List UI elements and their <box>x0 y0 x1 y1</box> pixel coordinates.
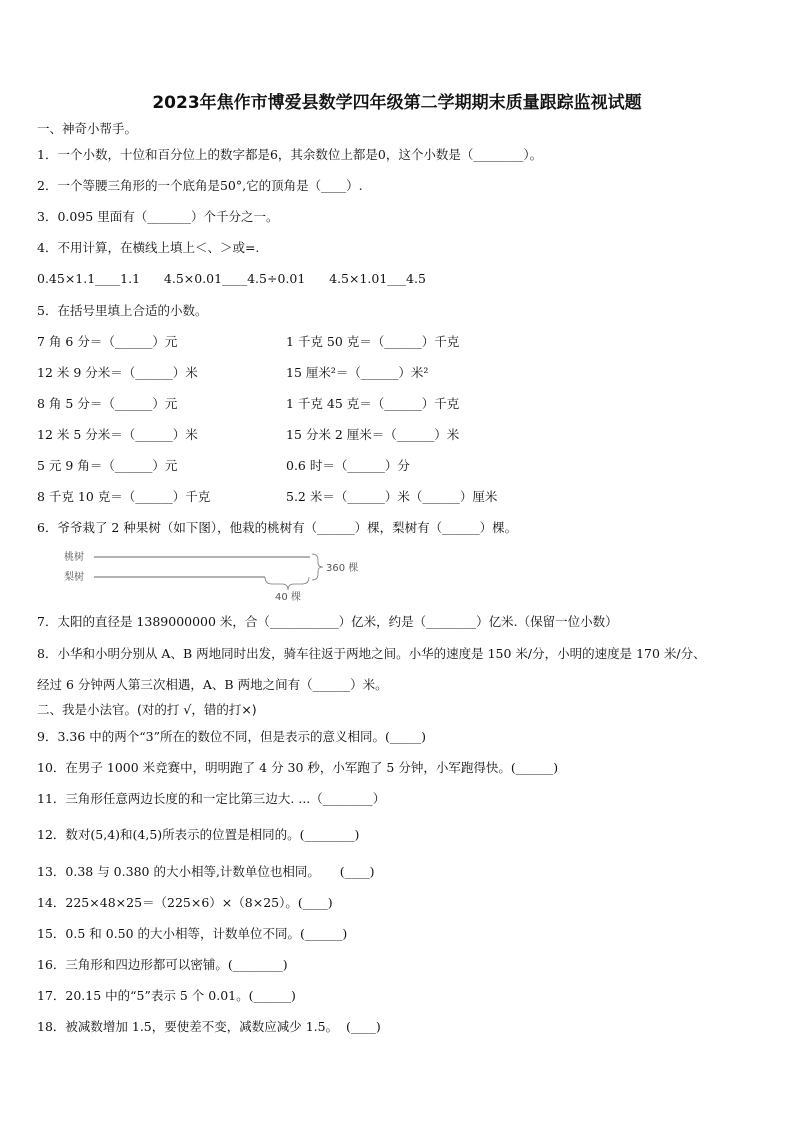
question-3: 3．0.095 里面有（_______）个千分之一。 <box>37 209 279 224</box>
question-18: 18．被减数增加 1.5，要使差不变，减数应减少 1.5。 (____) <box>37 1019 381 1034</box>
section-2-heading: 二、我是小法官。(对的打 √，错的打×) <box>37 702 257 717</box>
pear-label: 梨树 <box>64 572 84 583</box>
question-1: 1．一个小数，十位和百分位上的数字都是6，其余数位上都是0，这个小数是（________）。 <box>37 147 543 162</box>
question-11: 11．三角形任意两边长度的和一定比第三边大. ...（________） <box>37 791 386 806</box>
difference-brace <box>265 577 309 590</box>
total-brace <box>312 554 323 580</box>
question-8-line-2: 经过 6 分钟两人第三次相遇，A、B 两地之间有（______）米。 <box>37 677 388 692</box>
question-8-line-1: 8．小华和小明分别从 A、B 两地同时出发，骑车往返于两地之间。小华的速度是 150 米/分，小明的速度是 170 米/分、 <box>37 646 706 661</box>
question-4: 4．不用计算，在横线上填上＜、＞或=. <box>37 240 260 255</box>
question-2: 2．一个等腰三角形的一个底角是50°,它的顶角是（____）. <box>37 178 363 193</box>
question-15: 15．0.5 和 0.50 的大小相等，计数单位不同。(______) <box>37 926 348 941</box>
total-label: 360 棵 <box>326 563 359 574</box>
q5-right-item: 15 厘米²＝（______）米² <box>286 365 429 380</box>
question-13: 13．0.38 与 0.380 的大小相等,计数单位也相同。 (____) <box>37 864 375 879</box>
q5-right-item: 5.2 米＝（______）米（______）厘米 <box>286 489 498 504</box>
question-16: 16．三角形和四边形都可以密铺。(________) <box>37 957 288 972</box>
q5-right-item: 1 千克 45 克＝（______）千克 <box>286 396 460 411</box>
question-6: 6．爷爷栽了 2 种果树（如下图），他栽的桃树有（______）棵，梨树有（______）棵。 <box>37 520 518 535</box>
question-12: 12．数对(5,4)和(4,5)所表示的位置是相同的。(________) <box>37 827 360 842</box>
section-1-heading: 一、神奇小帮手。 <box>37 121 138 136</box>
question-5: 5．在括号里填上合适的小数。 <box>37 303 208 318</box>
q5-left-item: 7 角 6 分＝（______）元 <box>37 334 178 349</box>
question-17: 17．20.15 中的“5”表示 5 个 0.01。(______) <box>37 988 296 1003</box>
q5-right-item: 1 千克 50 克＝（______）千克 <box>286 334 460 349</box>
page-title: 2023年焦作市博爱县数学四年级第二学期期末质量跟踪监视试题 <box>152 93 642 113</box>
q5-right-item: 15 分米 2 厘米＝（______）米 <box>286 427 460 442</box>
question-9: 9．3.36 中的两个“3”所在的数位不同，但是表示的意义相同。(_____) <box>37 729 426 744</box>
q5-left-item: 12 米 5 分米＝（______）米 <box>37 427 198 442</box>
q5-right-item: 0.6 时＝（______）分 <box>286 458 410 473</box>
q5-left-item: 5 元 9 角＝（______）元 <box>37 458 178 473</box>
peach-label: 桃树 <box>64 552 84 563</box>
q5-left-item: 12 米 9 分米＝（______）米 <box>37 365 198 380</box>
question-10: 10．在男子 1000 米竞赛中，明明跑了 4 分 30 秒，小军跑了 5 分钟，小军跑得快。(______) <box>37 760 559 775</box>
question-4-items: 0.45×1.1____1.1 4.5×0.01____4.5÷0.01 4.5×1.01___4.5 <box>37 271 426 286</box>
q5-left-item: 8 角 5 分＝（______）元 <box>37 396 178 411</box>
fruit-tree-line-diagram <box>60 546 380 604</box>
difference-label: 40 棵 <box>275 592 301 603</box>
q5-left-item: 8 千克 10 克＝（______）千克 <box>37 489 211 504</box>
question-14: 14．225×48×25＝（225×6）×（8×25）。(____) <box>37 895 333 910</box>
question-7: 7．太阳的直径是 1389000000 米，合（___________）亿米，约是（________）亿米.（保留一位小数） <box>37 614 618 629</box>
